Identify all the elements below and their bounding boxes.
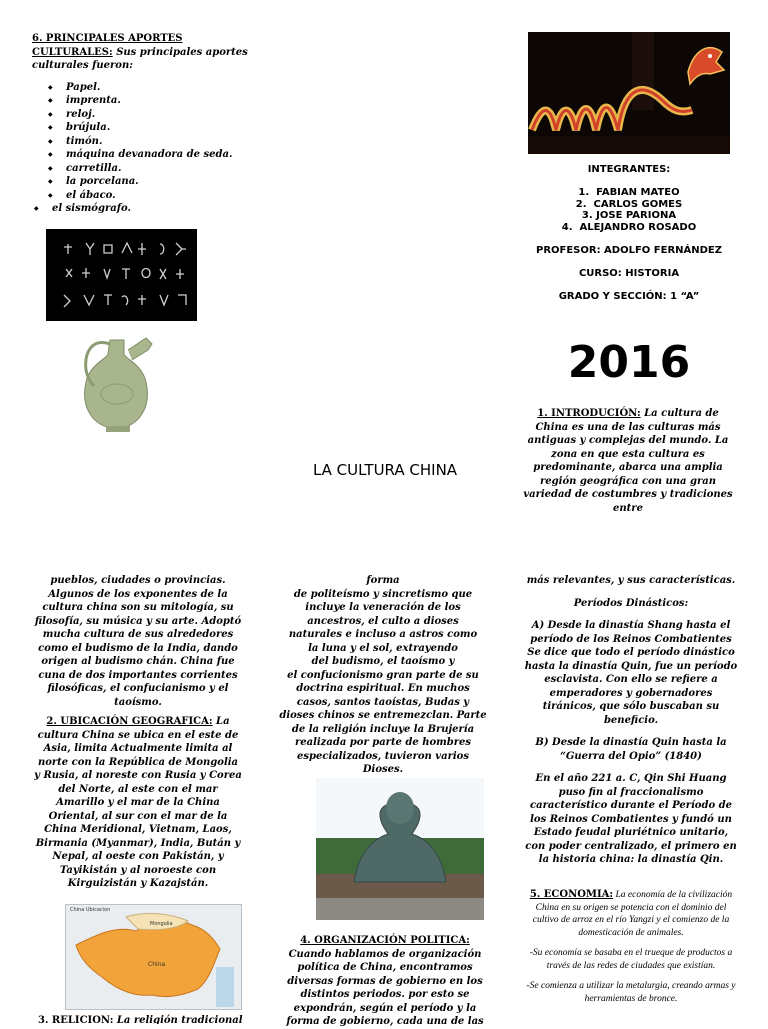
cover-year: 2016: [567, 337, 691, 388]
buddha-drawing: [316, 778, 484, 920]
economia-paragraph: -Su economía se basaba en el trueque de productos a través de las redes de ciudades que existían.: [529, 948, 733, 971]
economia-paragraph: -Se comienza a utilizar la metalurgia, creando armas y herramientas de bronce.: [526, 981, 736, 1004]
economia-paragraph: 5. ECONOMIA: La economía de la civilización China en su origen se potencia con el dominio del cultivo de arroz en el río Yangzi y el comienzo de la domesticación de animales.: [529, 889, 733, 938]
economia-section: [526, 889, 736, 1013]
china-map-image: [65, 904, 242, 1010]
profesor-line: PROFESOR: ADOLFO FERNÁNDEZ: [535, 244, 723, 256]
grado-line: GRADO Y SECCIÓN: 1 “A”: [558, 290, 700, 302]
list-item: ◆ la porcelana.: [46, 175, 262, 189]
map-caption: China Ubicacion: [70, 907, 111, 913]
col3-paragraph: B) Desde la dinastía Quin hasta la “Guerra del Opio” (1840): [535, 737, 727, 762]
list-item: ◆ brújula.: [46, 121, 262, 135]
column-1: [34, 574, 242, 891]
religion-text: La religión tradicional: [116, 1015, 243, 1024]
aportes-intro: Sus principales aportes culturales fueron:: [32, 46, 248, 71]
list-item: ◆ máquina devanadora de seda.: [46, 148, 262, 162]
col1-text: pueblos, ciudades o provincias. Algunos de los exponentes de la cultura china son su mitología, su filosofía, su música y su arte. Adoptó mucha cultura de sus alrededores como el budismo de la India, dando origen al budismo chán. China fue cuna de dos importantes corrientes filosóficas, el confucianismo y el taoísmo.: [34, 575, 242, 708]
member-item: 2. CARLOS GOMES: [575, 198, 683, 210]
aportes-heading-block: [32, 32, 262, 73]
column-2-text: forma de politeísmo y sincretismo que incluye la veneración de los ancestros, el culto a dioses naturales e incluso a astros como la luna y el sol, extrayendo del budismo, el taoísmo y el confucionismo gran parte de su doctrina espiritual. En muchos casos, santos taoístas, Budas y dioses chinos se entremezclan. Parte de la religión incluye la Brujería realizada por parte de hombres especializados, tuvieron varios Dioses.: [279, 575, 487, 775]
organizacion-section: [282, 934, 488, 1029]
list-item: ◆ imprenta.: [46, 94, 262, 108]
vase-drawing: [48, 332, 198, 437]
list-item: ◆ Papel.: [46, 81, 262, 95]
column-3: [524, 574, 738, 871]
ancient-characters-image: [46, 229, 197, 321]
page-title: LA CULTURA CHINA: [312, 461, 458, 479]
list-item: ◆ reloj.: [46, 108, 262, 122]
integrantes-label: INTEGRANTES:: [587, 164, 671, 175]
aportes-heading: 6. PRINCIPALES APORTES CULTURALES:: [32, 33, 183, 58]
ubicacion-heading: 2. UBICACIÓN GEOGRAFICA:: [46, 716, 213, 727]
aportes-list: [46, 81, 262, 203]
col3-paragraph: En el año 221 a. C, Qin Shi Huang puso fin al fraccionalismo característico durante el Período de los Reinos Combatientes y fundó un Estado feudal pluriétnico unitario, con poder centralizado, el primero en la historia china: la dinastía Qin.: [525, 773, 737, 865]
member-item: 4. ALEJANDRO ROSADO: [561, 222, 697, 234]
ubicacion-section: [34, 715, 242, 891]
periodos-heading: Períodos Dinásticos:: [573, 597, 689, 609]
curso-line: CURSO: HISTORIA: [578, 267, 680, 279]
col3-paragraph: A) Desde la dinastía Shang hasta el período de los Reinos Combatientes Se dice que todo el período dinástico hasta la dinastía Quin, fue un período esclavista. Con ello se refiere a emperadores y gobernadores tiránicos, que sólo buscaban su beneficio.: [524, 620, 738, 726]
organizacion-text: Cuando hablamos de organización política de China, encontramos diversas formas de gobierno en los distintos periodos. por esto se expondrán, según el período y la forma de gobierno, cada una de las: [286, 948, 484, 1027]
dragon-lantern-image: [528, 32, 730, 154]
organizacion-heading: 4. ORGANIZACIÓN POLITICA:: [300, 935, 470, 946]
economia-heading: 5. ECONOMIA:: [529, 889, 614, 900]
list-item: ◆ el ábaco.: [46, 189, 262, 203]
list-item: ◆ timón.: [46, 135, 262, 149]
map-label-china: China: [148, 961, 166, 968]
list-item: ◆ carretilla.: [46, 162, 262, 176]
col3-paragraph: más relevantes, y sus características.: [526, 575, 736, 586]
ubicacion-text: La cultura China se ubica en el este de Asia, limita Actualmente limita al norte con la República de Mongolia y Rusia, al noreste con Rusia y Corea del Norte, al este con el mar Amarillo y el mar de la China Oriental, al sur con el mar de la China Meridional, Vietnam, Laos, Birmania (Myanmar), India, Bután y Nepal, al oeste con Pakistán, y Tayikistán y al noroeste con Kirguizistán y Kazajstán.: [34, 716, 242, 889]
aportes-section: [32, 32, 262, 216]
list-item: ◆ el sismógrafo.: [32, 202, 262, 216]
ancient-characters-glyphs: [46, 229, 197, 321]
cover-info: [528, 164, 730, 302]
religion-section: [38, 1014, 248, 1024]
religion-heading: 3. RELICION:: [38, 1015, 114, 1024]
introduction-section: [522, 407, 734, 515]
porcelain-vase-image: [48, 332, 198, 437]
map-label-mongolia: Mongolia: [150, 921, 173, 927]
buddha-statue-image: [316, 778, 484, 920]
aportes-list-last: [32, 202, 262, 216]
member-item: 3. JOSE PARIONA: [581, 210, 677, 222]
member-item: 1. FABIAN MATEO: [578, 186, 680, 198]
intro-text: La cultura de China es una de las culturas más antiguas y complejas del mundo. La zona en que esta cultura es predominante, abarca una amplia región geográfica con una gran variedad de costumbres y tradiciones entre: [523, 408, 733, 514]
intro-heading: 1. INTRODUCIÓN:: [537, 408, 641, 419]
dragon-drawing: [528, 32, 730, 154]
